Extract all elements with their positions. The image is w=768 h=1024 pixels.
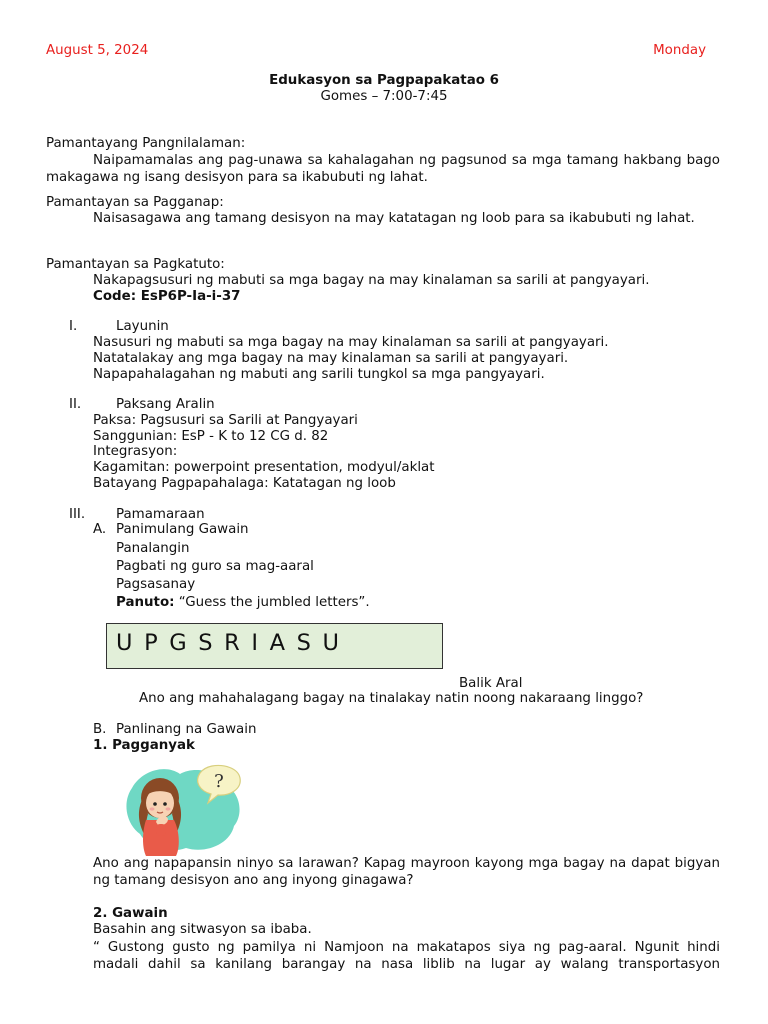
activity-story: “ Gustong gusto ng pamilya ni Namjoon na makatapos siya ng pag-aaral. Ngunit hindi madali dahil sa kanilang barangay na nasa liblib na lugar ay walang transportasyon	[93, 940, 720, 972]
thinking-girl-icon	[122, 762, 244, 856]
objective-item: Natatalakay ang mga bagay na may kinalaman sa sarili at pangyayari.	[93, 351, 569, 366]
document-title: Edukasyon sa Pagpapakatao 6	[269, 73, 499, 88]
section-3-number: III.	[69, 507, 86, 522]
jumbled-letters-box	[106, 623, 443, 669]
instruction-label: Panuto:	[116, 595, 175, 610]
section-3-title: Pamamaraan	[116, 507, 205, 522]
review-question: Ano ang mahahalagang bagay na tinalakay natin noong nakaraang linggo?	[139, 691, 644, 706]
instruction-line	[116, 595, 370, 610]
part-b-title: Panlinang na Gawain	[116, 722, 257, 737]
content-standard-label: Pamantayang Pangnilalaman:	[46, 136, 246, 151]
lesson-date: August 5, 2024	[46, 43, 149, 58]
motivation-question: Ano ang napapansin ninyo sa larawan? Kapag mayroon kayong mga bagay na dapat bigyan ng tamang desisyon ano ang inyong ginagawa?	[93, 856, 720, 888]
class-schedule: Gomes – 7:00-7:45	[320, 89, 448, 104]
subject-matter-item: Batayang Pagpapahalaga: Katatagan ng loob	[93, 476, 396, 491]
motivation-heading: 1. Pagganyak	[93, 738, 195, 753]
subject-matter-item: Paksa: Pagsusuri sa Sarili at Pangyayari	[93, 413, 358, 428]
section-1-title: Layunin	[116, 319, 169, 334]
section-2-title: Paksang Aralin	[116, 397, 215, 412]
instruction-text: “Guess the jumbled letters”.	[174, 595, 370, 610]
objective-item: Napapahalagahan ng mabuti ang sarili tungkol sa mga pangyayari.	[93, 367, 545, 382]
objective-item: Nasusuri ng mabuti sa mga bagay na may kinalaman sa sarili at pangyayari.	[93, 335, 609, 350]
review-heading: Balik Aral	[459, 676, 523, 691]
subject-matter-item: Kagamitan: powerpoint presentation, modyul/aklat	[93, 460, 435, 475]
lesson-day: Monday	[653, 43, 706, 58]
performance-standard-text: Naisasagawa ang tamang desisyon na may katatagan ng loob para sa ikabubuti ng lahat.	[93, 211, 695, 226]
learning-competency-text: Nakapagsusuri ng mabuti sa mga bagay na may kinalaman sa sarili at pangyayari.	[93, 273, 650, 288]
subject-matter-item: Integrasyon:	[93, 444, 178, 459]
activity-instruction: Basahin ang sitwasyon sa ibaba.	[93, 922, 312, 937]
performance-standard-label: Pamantayan sa Pagganap:	[46, 195, 224, 210]
learning-competency-label: Pamantayan sa Pagkatuto:	[46, 257, 225, 272]
part-a-letter: A.	[93, 522, 107, 537]
section-1-number: I.	[69, 319, 78, 334]
activity-item: Panalangin	[116, 541, 190, 556]
section-2-number: II.	[69, 397, 82, 412]
part-a-title: Panimulang Gawain	[116, 522, 249, 537]
subject-matter-item: Sanggunian: EsP - K to 12 CG d. 82	[93, 429, 329, 444]
jumbled-letters: UPGSRIASU	[116, 630, 351, 656]
activity-item: Pagsasanay	[116, 577, 196, 592]
competency-code: Code: EsP6P-Ia-i-37	[93, 289, 241, 304]
bubble-question-mark: ?	[214, 771, 224, 792]
content-standard-text: Naipamamalas ang pag-unawa sa kahalagahan ng pagsunod sa mga tamang hakbang bago makagawa ng isang desisyon para sa ikabubuti ng lahat.	[46, 153, 720, 185]
activity-heading: 2. Gawain	[93, 906, 168, 921]
activity-item: Pagbati ng guro sa mag-aaral	[116, 559, 314, 574]
part-b-letter: B.	[93, 722, 107, 737]
